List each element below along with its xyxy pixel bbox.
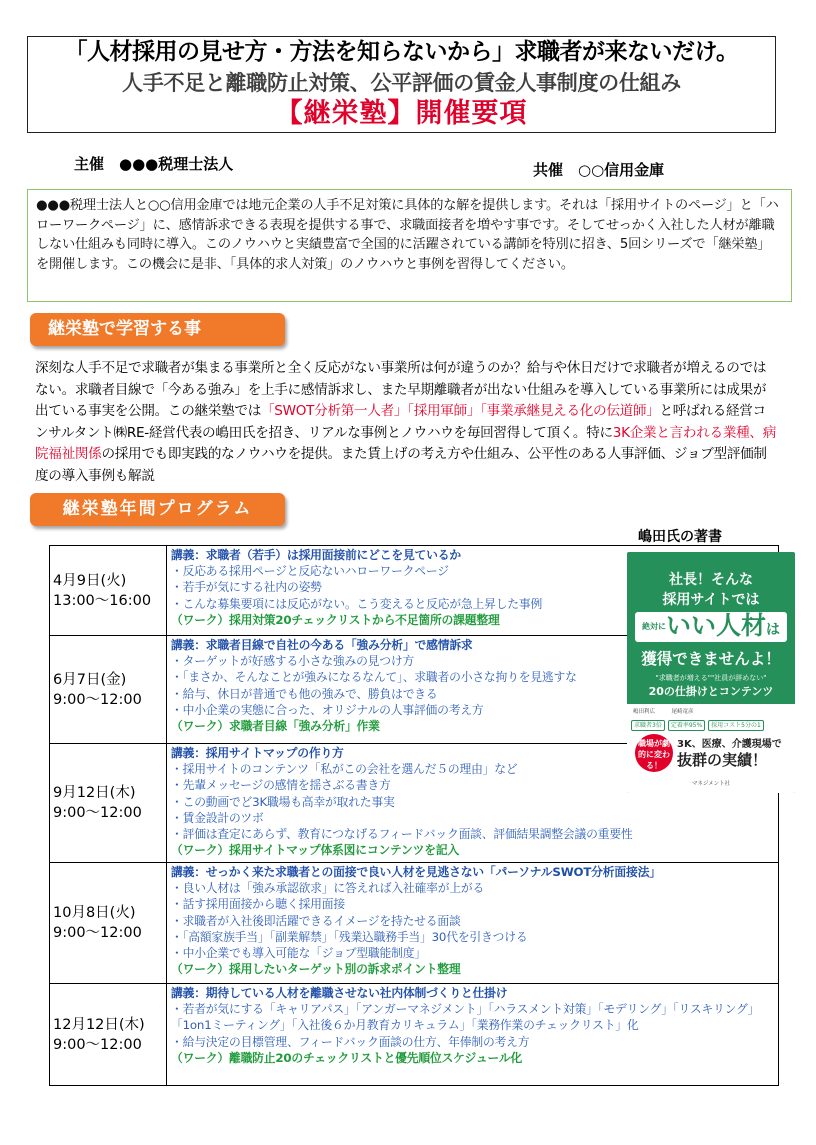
date-cell (50, 744, 167, 863)
learn-text-1: 深刻な人手不足で求職者が集まる事業所と全く反応がない事業所は何が違うのか？給与や休日だけで求職者が増えるのではない。求職者目線で「今ある強み」を上手に感情訴求し、また早期離職者が出ない仕組みを導入している事業所には成果が出ている事実を公開。この継栄塾では (35, 360, 767, 419)
book-result-line1: 3K、医療、介護現場で (677, 739, 782, 750)
list-item: ・賃金設計のツボ (171, 810, 264, 825)
list-item: ・この動画でど3K職場も高幸が取れた事実 (171, 794, 395, 809)
book-title-main: いい人材 (665, 611, 766, 640)
session-date: 12月12日(木) (53, 1016, 145, 1033)
session-time: 9:00～12:00 (53, 1036, 142, 1053)
learn-highlight-2: 3K企業と言われる業種、病院福祉関係 (35, 424, 776, 462)
lecture-title: 講義：期待している人材を離職させない社内体制づくりと仕掛け (171, 986, 508, 1000)
program-row (50, 863, 779, 984)
program-section-title: 継栄塾年間プログラム (30, 493, 285, 526)
book-badge: 職場が劇的に変わる！ (635, 734, 673, 772)
learn-highlight-1: 「SWOT分析第一人者」「採用軍師」「事業承継見える化の伝道師」 (261, 403, 660, 419)
lecture-title: 講義：せっかく来た求職者との面接で良い人材を見逃さない「パーソナルSWOT分析面接法」 (171, 865, 661, 879)
list-item: ・先輩メッセージの感情を揺さぶる書き方 (171, 778, 391, 793)
list-item: ・「高額家族手当」「副業解禁」「残業込職務手当」30代を引きつける (171, 929, 528, 944)
content-cell (167, 863, 779, 984)
book-title-line2: 採用サイトでは (662, 592, 760, 608)
session-time: 9:00～12:00 (53, 925, 142, 941)
date-cell (50, 546, 167, 636)
book-subtitle-small: "求職者が増える""社員が辞めない" (655, 674, 767, 682)
book-publisher: マネジメント社 (691, 781, 731, 787)
session-time: 13:00～16:00 (53, 592, 152, 609)
book-tag: 求職者3倍 (631, 720, 665, 731)
session-date: 4月9日(火) (53, 572, 127, 589)
lecture-title: 講義：採用サイトマップの作り方 (171, 746, 344, 760)
session-date: 6月7日(金) (53, 671, 127, 688)
book-title-big (635, 610, 787, 646)
program-row (50, 984, 779, 1086)
date-cell (50, 863, 167, 984)
work-item: （ワーク）求職者目線「強み分析」作業 (171, 719, 380, 734)
headline: 「人材採用の見せ方・方法を知らないから」求職者が来ないだけ。 (64, 39, 739, 65)
work-item: （ワーク）採用サイトマップ体系図にコンテンツを記入 (171, 843, 460, 858)
content-cell (167, 984, 779, 1086)
list-item: ・給与、休日が普通でも他の強みで、勝負はできる (171, 686, 438, 701)
list-item: ・「まさか、そんなことが強みになるなんて」、求職者の小さな拘りを見逃すな (171, 670, 577, 685)
book-result-line2: 抜群の実績！ (677, 751, 768, 769)
list-item: ・中小企業でも導入可能な「ジョブ型職能制度」 (171, 946, 426, 961)
learn-section-title: 継栄塾で学習する事 (30, 313, 285, 346)
book-subtitle: 20の仕掛けとコンテンツ (648, 685, 774, 698)
work-item: （ワーク）採用したいターゲット別の訴求ポイント整理 (171, 962, 461, 977)
list-item: ・若手が気にする社内の姿勢 (171, 580, 322, 595)
intro-text: ●●●税理士法人と○○信用金庫では地元企業の人手不足対策に具体的な解を提供します。それは「採用サイトのページ」と「ハローワークページ」に、感情訴求できる表現を提供する事で、求職面接者を増やす事です。そしてせっかく入社した人材が離職しない仕組みも同時に導入。このノウハウと実績豊富で全国的に活躍されている講師を特別に招き、5回シリーズで「継栄塾」を開催します。この機会に是非、「具体的求人対策」のノウハウと事例を習得してください。 (27, 189, 792, 302)
list-item: ・求職者が入社後即活躍できるイメージを持たせる面談 (171, 913, 461, 928)
book-tags (631, 720, 793, 731)
lecture-title: 講義：求職者（若手）は採用面接前にどこを見ているか (171, 548, 461, 562)
list-item: ・採用サイトのコンテンツ「私がこの会社を選んだ５の理由」など (171, 762, 518, 777)
book-authors: 嶋田利広 尾崎竜彦 (633, 709, 694, 715)
learn-paragraph (35, 358, 777, 487)
work-item: （ワーク）採用対策20チェックリストから不足箇所の課題整理 (171, 612, 500, 627)
list-item: ・こんな募集要項には反応がない。こう変えると反応が急上昇した事例 (171, 596, 543, 611)
date-cell (50, 636, 167, 744)
list-item: ・話す採用面接から聴く採用面接 (171, 897, 345, 912)
book-cover (627, 552, 795, 793)
book-title-suffix: は (766, 622, 780, 638)
list-item: ・ターゲットが好感する小さな強みの見つけ方 (171, 654, 415, 669)
list-item: ・若者が気にする「キャリアパス」「アンガーマネジメント」「ハラスメント対策」「モデリング」「リスキリング」「1on1ミーティング」「入社後６か月教育カリキュラム」「業務作業のチェックリスト」化 (171, 1002, 760, 1033)
page-title: 【継栄塾】開催要項 (275, 98, 528, 129)
book-title-line3: 獲得できませんよ！ (641, 650, 781, 668)
book-title-prefix: 絶対に (641, 622, 666, 631)
list-item: ・良い人材は「強み承認欲求」に答えれば入社確率が上がる (171, 881, 485, 896)
book-title-top (627, 570, 795, 610)
book-tag: 採用コスト5分の1 (708, 720, 764, 731)
book-title-line1: 社長！そんな (669, 572, 753, 588)
book-caption: 嶋田氏の著書 (638, 529, 722, 545)
list-item: ・評価は査定にあらず、教育につなげるフィードバック面談、評価結果調整会議の重要性 (171, 827, 633, 842)
session-date: 10月8日(火) (53, 905, 136, 921)
learn-text-3: の採用でも即実践的なノウハウを提供。また賃上げの考え方や仕組み、公平性のある人事評価、ジョブ型評価制度の導入事例も解説 (35, 446, 767, 484)
date-cell (50, 984, 167, 1086)
session-time: 9:00～12:00 (53, 691, 142, 708)
book-tag: 定着率95% (668, 720, 705, 731)
cohost-organizer: 共催 ○○信用金庫 (533, 161, 665, 179)
learn-text-2: と呼ばれる経営コンサルタント㈱RE-経営代表の嶋田氏を招き、リアルな事例とノウハウを毎回習得して頂く。特に (35, 403, 766, 441)
list-item: ・中小企業の実態に合った、オリジナルの人事評価の考え方 (171, 702, 484, 717)
session-date: 9月12日(木) (53, 785, 136, 801)
session-time: 9:00～12:00 (53, 805, 142, 821)
subheadline: 人手不足と離職防止対策、公平評価の賃金人事制度の仕組み (122, 71, 681, 95)
list-item: ・反応ある採用ページと反応ないハローワークページ (171, 564, 449, 579)
list-item: ・給与決定の目標管理、フィードバック面談の仕方、年俸制の考え方 (171, 1034, 530, 1049)
lecture-title: 講義：求職者目線で自社の今ある「強み分析」で感情訴求 (171, 638, 473, 652)
host-organizer: 主催 ●●●税理士法人 (74, 155, 234, 173)
work-item: （ワーク）離職防止20のチェックリストと優先順位スケジュール化 (171, 1050, 523, 1065)
